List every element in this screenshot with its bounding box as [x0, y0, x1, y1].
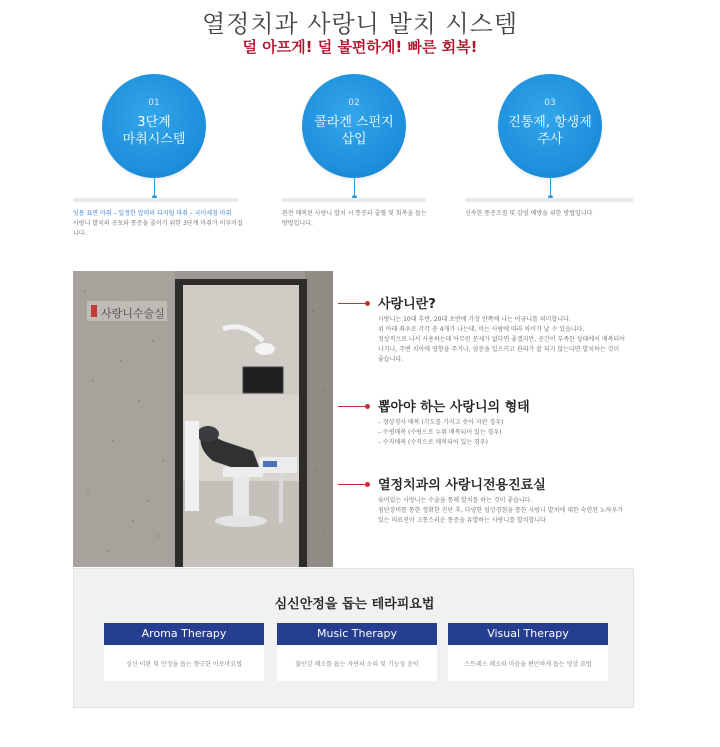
step-label — [102, 114, 206, 148]
step-description — [465, 209, 635, 219]
section-body — [378, 496, 646, 526]
step-label-line2: 주사 — [537, 132, 563, 147]
page-subtitle: 덜 아프게! 덜 불편하게! 빠른 회복! — [242, 38, 478, 56]
room-sign-text: 사랑니수술실 — [101, 307, 165, 320]
step-label — [302, 114, 406, 148]
step-number: 02 — [348, 98, 360, 108]
steps-section — [0, 74, 720, 244]
step-label-line1: 콜라겐 스펀지 — [314, 115, 394, 130]
step-number: 01 — [148, 98, 160, 108]
step-2-circle — [302, 74, 406, 178]
body-line: 나거나, 주변 치아에 영향을 주거나, 염증을 일으키고 관리가 잘 되지 않는다면 발치하는 것이 — [378, 346, 620, 353]
red-pointer-line — [338, 303, 368, 304]
body-line: 있는 의료진이 고통스러운 통증을 유발하는 사랑니를 발치합니다 — [378, 517, 546, 524]
step-text: 사랑니 발치의 공포와 통증을 줄이기 위한 3단계 마취가 이루어집니다. — [73, 220, 243, 237]
body-line: 첨단장비를 통한 정확한 진단 후, 다양한 임상경험을 통한 사랑니 발치에 대한 숙련된 노하우가 — [378, 507, 624, 514]
section-title: 뽑아야 하는 사랑니의 형태 — [378, 400, 530, 415]
step-description — [73, 209, 243, 239]
therapy-card-title: Aroma Therapy — [104, 623, 264, 645]
step-1-circle — [102, 74, 206, 178]
body-line: 위 아래 좌우로 각각 총 4개가 나는데, 이는 사람에 따라 차이가 날 수 있습니다. — [378, 326, 585, 333]
therapy-card-aroma — [104, 623, 264, 681]
step-label-line1: 진통제, 항생제 — [508, 115, 592, 130]
therapy-section — [73, 568, 634, 708]
connector-line — [354, 178, 355, 196]
connector-line — [550, 178, 551, 196]
section-body — [378, 315, 646, 365]
divider-bar — [73, 198, 238, 202]
body-line: 숨어있는 사랑니는 수술을 통해 발치를 하는 것이 좋습니다. — [378, 497, 533, 504]
section-title: 사랑니란? — [378, 297, 436, 312]
therapy-card-title: Music Therapy — [277, 623, 437, 645]
step-highlight: 잇몸 표면 마취 – 일정한 압력의 디지털 마취 – 국미세침 마취 — [73, 210, 232, 217]
step-3-circle — [498, 74, 602, 178]
therapy-card-title: Visual Therapy — [448, 623, 608, 645]
step-label-line2: 마취시스템 — [122, 132, 186, 147]
red-pointer-line — [338, 484, 368, 485]
section-title: 열정치과의 사랑니전용진료실 — [378, 478, 546, 493]
body-line: 좋습니다. — [378, 356, 404, 363]
step-description — [282, 209, 432, 229]
red-pointer-line — [338, 406, 368, 407]
therapy-card-desc: 심신 이완 및 안정을 돕는 향긋한 아로마요법 — [126, 661, 242, 668]
step-label-line2: 삽입 — [341, 132, 367, 147]
page-title: 열정치과 사랑니 발치 시스템 — [201, 10, 519, 38]
surgery-room-photo — [73, 271, 333, 567]
body-line: – 수직매복 (수직으로 매복되어 있는 경우) — [378, 439, 488, 446]
step-text: 완전 매복된 사랑니 발치 시 통증과 출혈 및 회복을 돕는 방법입니다. — [282, 210, 427, 227]
body-line: – 정상경사 매복 (각도를 가지고 솟아 자란 경우) — [378, 419, 504, 426]
therapy-title: 심신안정을 돕는 테라피요법 — [274, 597, 435, 612]
therapy-card-visual — [448, 623, 608, 681]
divider-bar — [282, 198, 426, 202]
section-body — [378, 418, 646, 448]
step-label — [498, 114, 602, 148]
divider-bar — [465, 198, 633, 202]
step-number: 03 — [544, 98, 556, 108]
body-line: 정상적으로 나서 사용하는데 아무런 문제가 없다면 좋겠지만, 공간이 부족한 상태에서 매복되어 — [378, 336, 626, 343]
surgery-room-illustration — [73, 271, 333, 567]
therapy-card-desc: 불안감 해소를 돕는 자연의 소리 및 기능성 음악 — [295, 661, 419, 668]
therapy-card-music — [277, 623, 437, 681]
body-line: – 수평매복 (수평으로 누워 매복되어 있는 경우) — [378, 429, 502, 436]
connector-line — [154, 178, 155, 196]
therapy-card-desc: 스트레스 해소와 마음을 편안하게 돕는 영상 요법 — [464, 661, 592, 668]
step-label-line1: 3단계 — [137, 115, 171, 130]
body-line: 사랑니는 10대 후반, 20대 초반에 가장 안쪽에 나는 어금니를 의미합니다. — [378, 316, 571, 323]
step-text: 신속한 통증조절 및 감염 예방을 위한 방법입니다 — [465, 210, 593, 217]
